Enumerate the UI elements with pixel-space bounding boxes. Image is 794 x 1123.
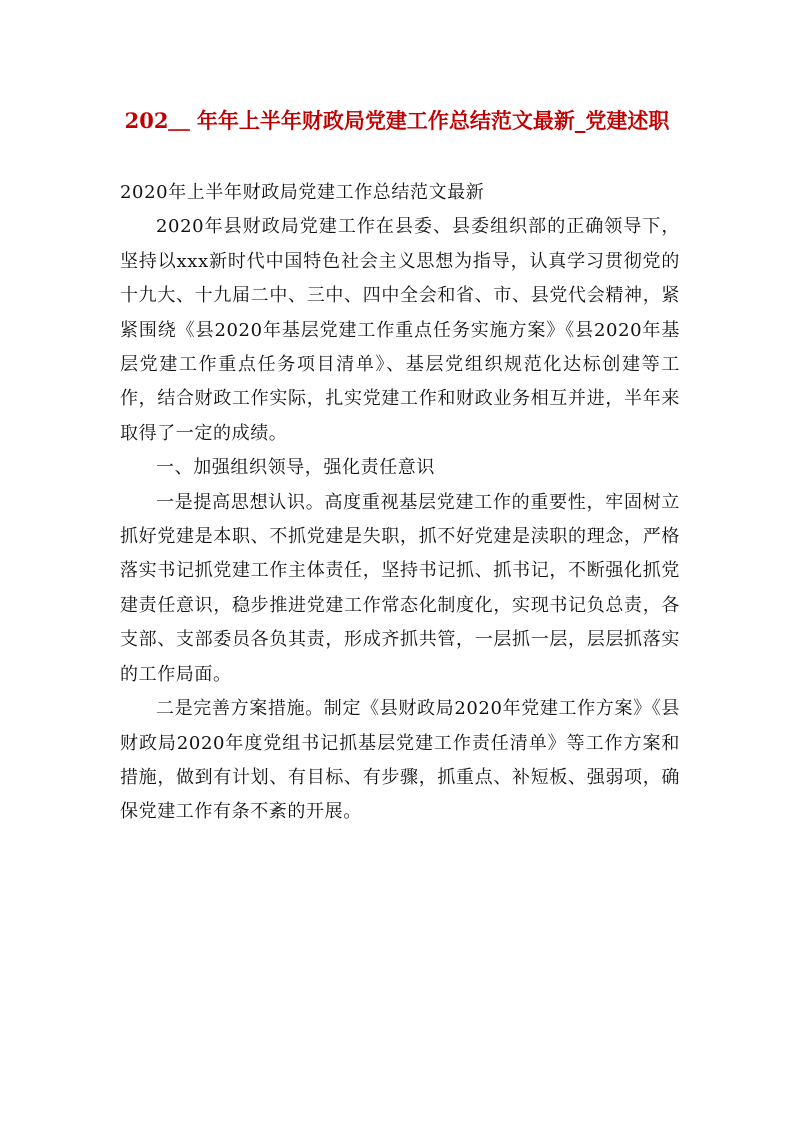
document-title: 202＿ 年年上半年财政局党建工作总结范文最新_党建述职 (124, 108, 670, 133)
document-subtitle: 2020年上半年财政局党建工作总结范文最新 (120, 182, 485, 203)
paragraph-1: 一是提高思想认识。高度重视基层党建工作的重要性，牢固树立抓好党建是本职、不抓党建是失职，抓不好党建是渎职的理念，严格落实书记抓党建工作主体责任，坚持书记抓、抓书记，不断强化抓党建责任意识，稳步推进党建工作常态化制度化，实现书记负总责，各支部、支部委员各负其责，形成齐抓共管，一层抓一层，层层抓落实的工作局面。 (120, 491, 680, 685)
section-heading-1: 一、加强组织领导，强化责任意识 (156, 457, 435, 479)
paragraph-intro: 2020年县财政局党建工作在县委、县委组织部的正确领导下，坚持以xxx新时代中国特色社会主义思想为指导，认真学习贯彻党的十九大、十九届二中、三中、四中全会和省、市、县党代会精神，紧紧围绕《县2020年基层党建工作重点任务实施方案》《县2020年基层党建工作重点任务项目清单》、基层党组织规范化达标创建等工作，结合财政工作实际，扎实党建工作和财政业务相互并进，半年来取得了一定的成绩。 (120, 216, 680, 444)
paragraph-2: 二是完善方案措施。制定《县财政局2020年党建工作方案》《县财政局2020年度党组书记抓基层党建工作责任清单》等工作方案和措施，做到有计划、有目标、有步骤，抓重点、补短板、强弱项，确保党建工作有条不紊的开展。 (120, 698, 680, 823)
document-body (120, 176, 680, 830)
